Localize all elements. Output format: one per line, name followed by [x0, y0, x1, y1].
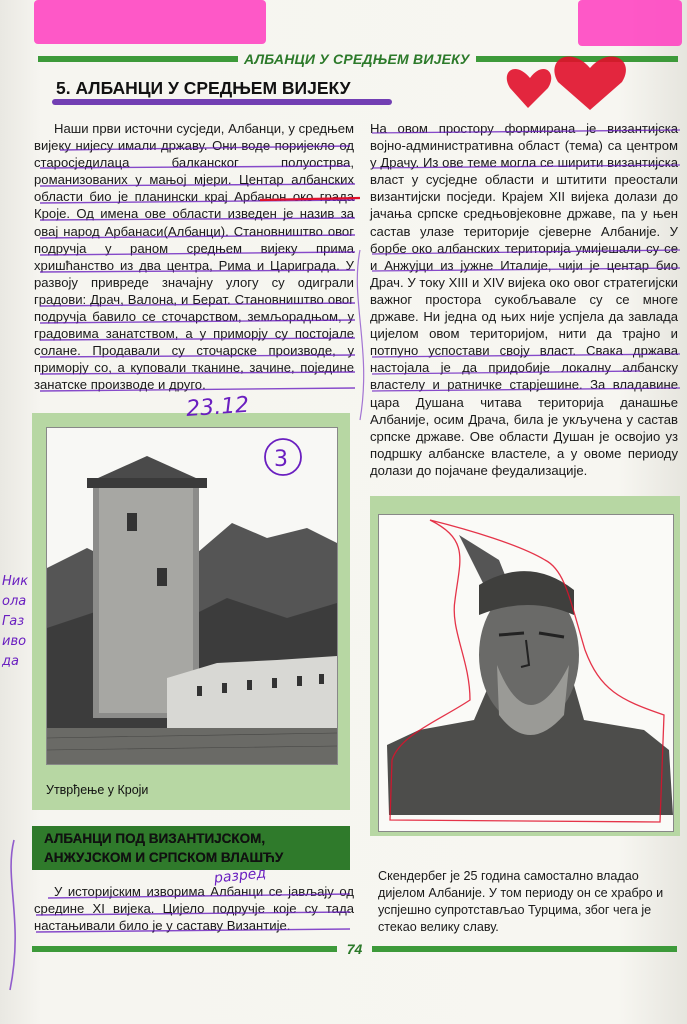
fortress-photo	[46, 427, 338, 765]
footer-bar-left	[32, 946, 337, 952]
section-paragraph: У историјским изворима Албанци се јављају од средине XI вијека. Цијело подручје које су тада настањивали било је у саставу Византије.	[34, 884, 354, 934]
section-title: АЛБАНЦИ ПОД ВИЗАНТИЈСКОМ, АНЖУЈСКОМ И СРПСКОМ ВЛАШЋУ	[44, 831, 284, 865]
fortress-caption: Утврђење у Кроји	[46, 783, 149, 797]
skanderbeg-caption: Скендербег је 25 година самостално владао дијелом Албаније. У том периоду он се храбро и успјешно супротстављао Турцима, због чега је стекао велику славу.	[378, 869, 664, 934]
header-bar-right	[476, 56, 678, 62]
pink-highlight-left	[34, 0, 266, 44]
skanderbeg-figure	[370, 496, 680, 836]
skanderbeg-photo	[378, 514, 674, 832]
fortress-illustration	[47, 428, 337, 764]
left-paragraph: Наши први источни сусједи, Албанци, у средњем вијеку нијесу имали државу. Они воде поријекло од старосједилаца балканског полуострва, романизованих у мањој мјери. Центар албанских области био је планински крај Арбанон око града Кроје. Од имена ове области изведен је назив за овај народ Арбанаси(Албанци). Становништво овог подручја у раном средњем вијеку прима хришћанство из два центра, Рима и Цариграда. У развоју привреде значајну улогу су одиграли градови: Драч, Валона, и Берат. Становништво овог подручја бавило се сточарством, земљорадњом, у градовима занатством, а у приморју су постојале солане. Продавали су сточарске производе, у приморју со, а куповали тканине, зачине, поједине занатске производе и друго.	[34, 121, 354, 393]
page-footer	[32, 942, 677, 956]
section-note: разред	[213, 865, 267, 887]
fortress-figure	[32, 413, 350, 810]
margin-name-note: Ник ола Газ иво да	[2, 574, 29, 669]
right-column-text	[370, 120, 678, 479]
skanderbeg-illustration	[379, 515, 673, 831]
right-paragraph: На овом простору формирана је византијска војно-административна област (тема) са центром у Драчу. Из ове теме могла се ширити византијска власт у сусједне области и штитити преостали византијски посједи. Крајем XII вијека долази до јачања српске средњовјековне државе, па у њен састав улазе територије сјеверне Албаније. У борбе око албанских територија умијешали су се и Анжујци из јужне Италије, чији је центар био Драч. У току XIII и XIV вијека око овог стратегијски важног простора сукобљавале су се многе државе. Ни једна од њих није успјела да завлада цијелом овом територијом, нити да трајно и потпуно успостави своју власт. Свака држава настојала је да придобије локалну албанску властелу и ратничке старјешине. За владавине цара Душана читава територија данашње Албаније, осим Драча, била је укључена у састав српске државе. Ове области Душан је освојио уз подршку албанске властеле, а у овоме периоду долази до појачане феудализације.	[370, 121, 678, 478]
pink-highlight-right	[578, 0, 682, 46]
footer-bar-right	[372, 946, 677, 952]
running-header	[38, 50, 678, 68]
heart-doodle	[507, 69, 551, 108]
page-number: 74	[346, 941, 363, 957]
date-note: 23.12	[185, 392, 250, 423]
circled-number: 3	[274, 447, 288, 472]
running-header-title: АЛБАНЦИ У СРЕДЊЕМ ВИЈЕКУ	[244, 51, 470, 67]
header-bar-left	[38, 56, 238, 62]
title-underline-marker	[52, 99, 392, 105]
chapter-title: 5. АЛБАНЦИ У СРЕДЊЕМ ВИЈЕКУ	[56, 78, 351, 98]
left-column-text	[34, 120, 354, 394]
